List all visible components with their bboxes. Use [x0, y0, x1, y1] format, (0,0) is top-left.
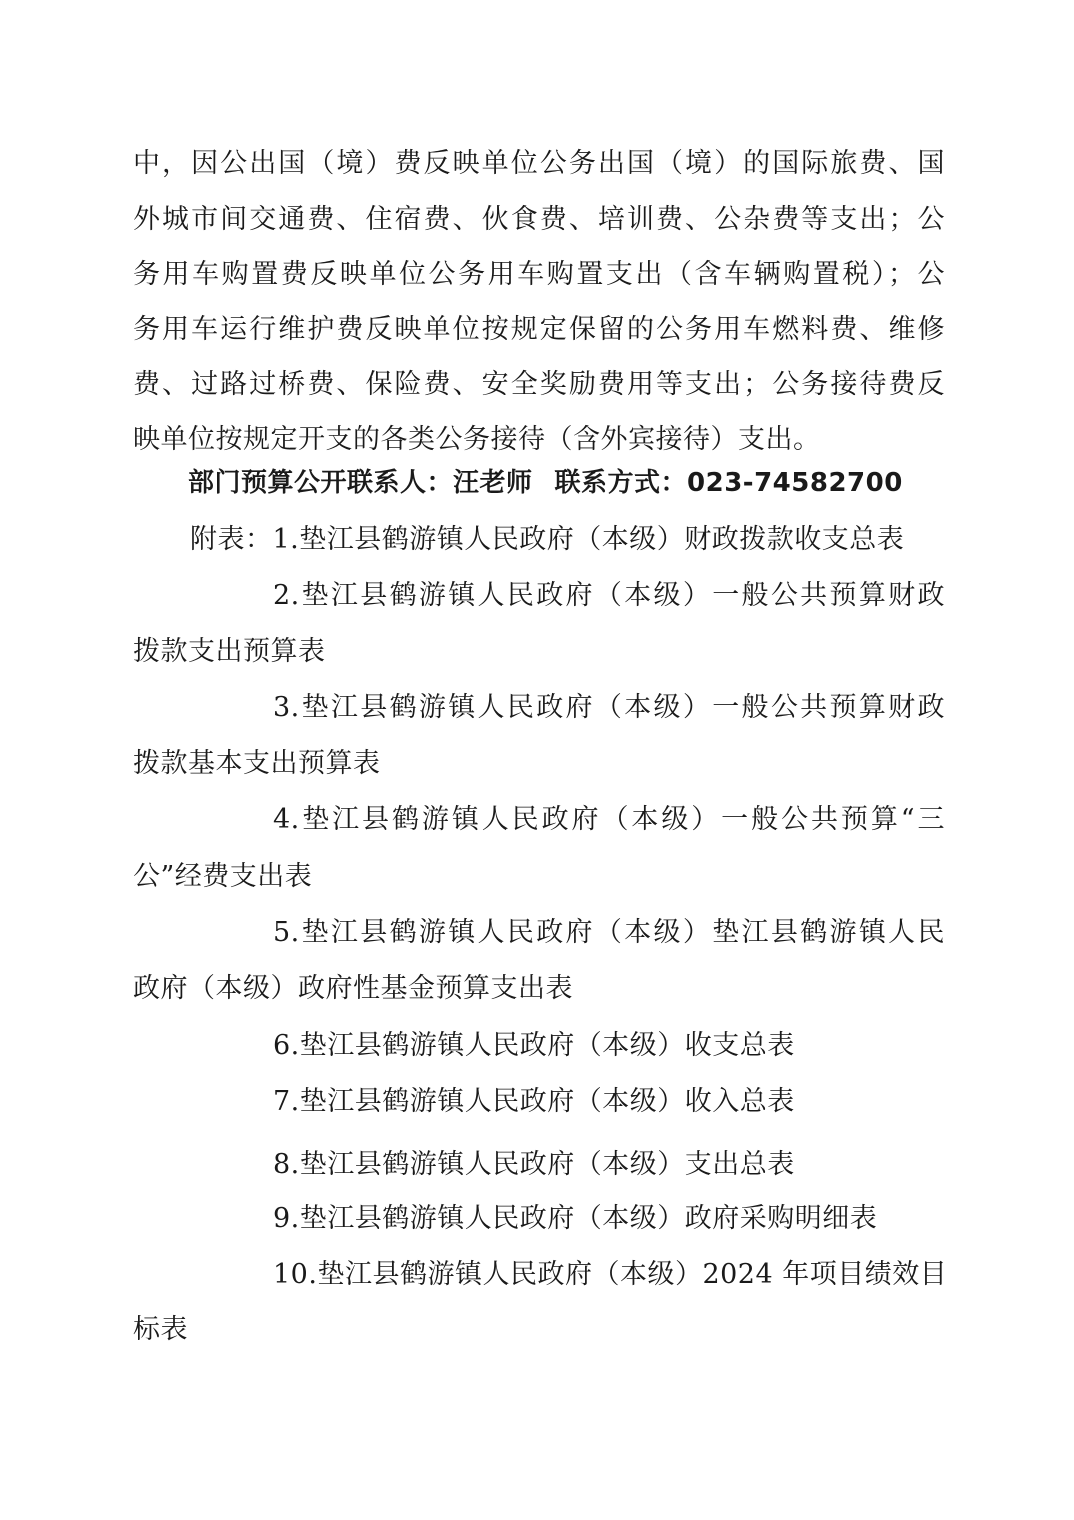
- paragraph-line: 中，因公出国（境）费反映单位公务出国（境）的国际旅费、国: [133, 148, 945, 179]
- attachment-item-continuation: 拨款基本支出预算表: [133, 748, 381, 779]
- attachment-item-continuation: 政府（本级）政府性基金预算支出表: [133, 973, 573, 1004]
- attachment-item-continuation: 公”经费支出表: [133, 861, 313, 892]
- paragraph-line: 务用车运行维护费反映单位按规定保留的公务用车燃料费、维修: [133, 314, 945, 345]
- attachment-prefix: 附表：: [190, 524, 273, 555]
- attachment-item: 7.垫江县鹤游镇人民政府（本级）收入总表: [273, 1086, 795, 1117]
- contact-info: [188, 466, 903, 500]
- attachment-item: 10.垫江县鹤游镇人民政府（本级）2024 年项目绩效目: [273, 1259, 948, 1290]
- attachment-item: 8.垫江县鹤游镇人民政府（本级）支出总表: [273, 1149, 795, 1180]
- attachment-item-text: 1.垫江县鹤游镇人民政府（本级）财政拨款收支总表: [272, 524, 905, 555]
- contact-method: 联系方式：023-74582700: [554, 468, 903, 498]
- paragraph-line: 映单位按规定开支的各类公务接待（含外宾接待）支出。: [133, 424, 821, 455]
- attachment-item: 2.垫江县鹤游镇人民政府（本级）一般公共预算财政: [273, 580, 945, 611]
- contact-person: 部门预算公开联系人：汪老师: [188, 468, 533, 498]
- attachment-item: 4.垫江县鹤游镇人民政府（本级）一般公共预算“三: [273, 804, 945, 835]
- attachment-item-continuation: 标表: [133, 1314, 188, 1345]
- attachment-item: [190, 523, 904, 557]
- attachment-item: 5.垫江县鹤游镇人民政府（本级）垫江县鹤游镇人民: [273, 917, 945, 948]
- attachment-item: 9.垫江县鹤游镇人民政府（本级）政府采购明细表: [273, 1203, 878, 1234]
- attachment-item: 6.垫江县鹤游镇人民政府（本级）收支总表: [273, 1030, 795, 1061]
- paragraph-line: 务用车购置费反映单位公务用车购置支出（含车辆购置税）；公: [133, 259, 945, 290]
- paragraph-line: 费、过路过桥费、保险费、安全奖励费用等支出；公务接待费反: [133, 369, 945, 400]
- attachment-item: 3.垫江县鹤游镇人民政府（本级）一般公共预算财政: [273, 692, 945, 723]
- paragraph-line: 外城市间交通费、住宿费、伙食费、培训费、公杂费等支出；公: [133, 204, 945, 235]
- attachment-item-continuation: 拨款支出预算表: [133, 636, 326, 667]
